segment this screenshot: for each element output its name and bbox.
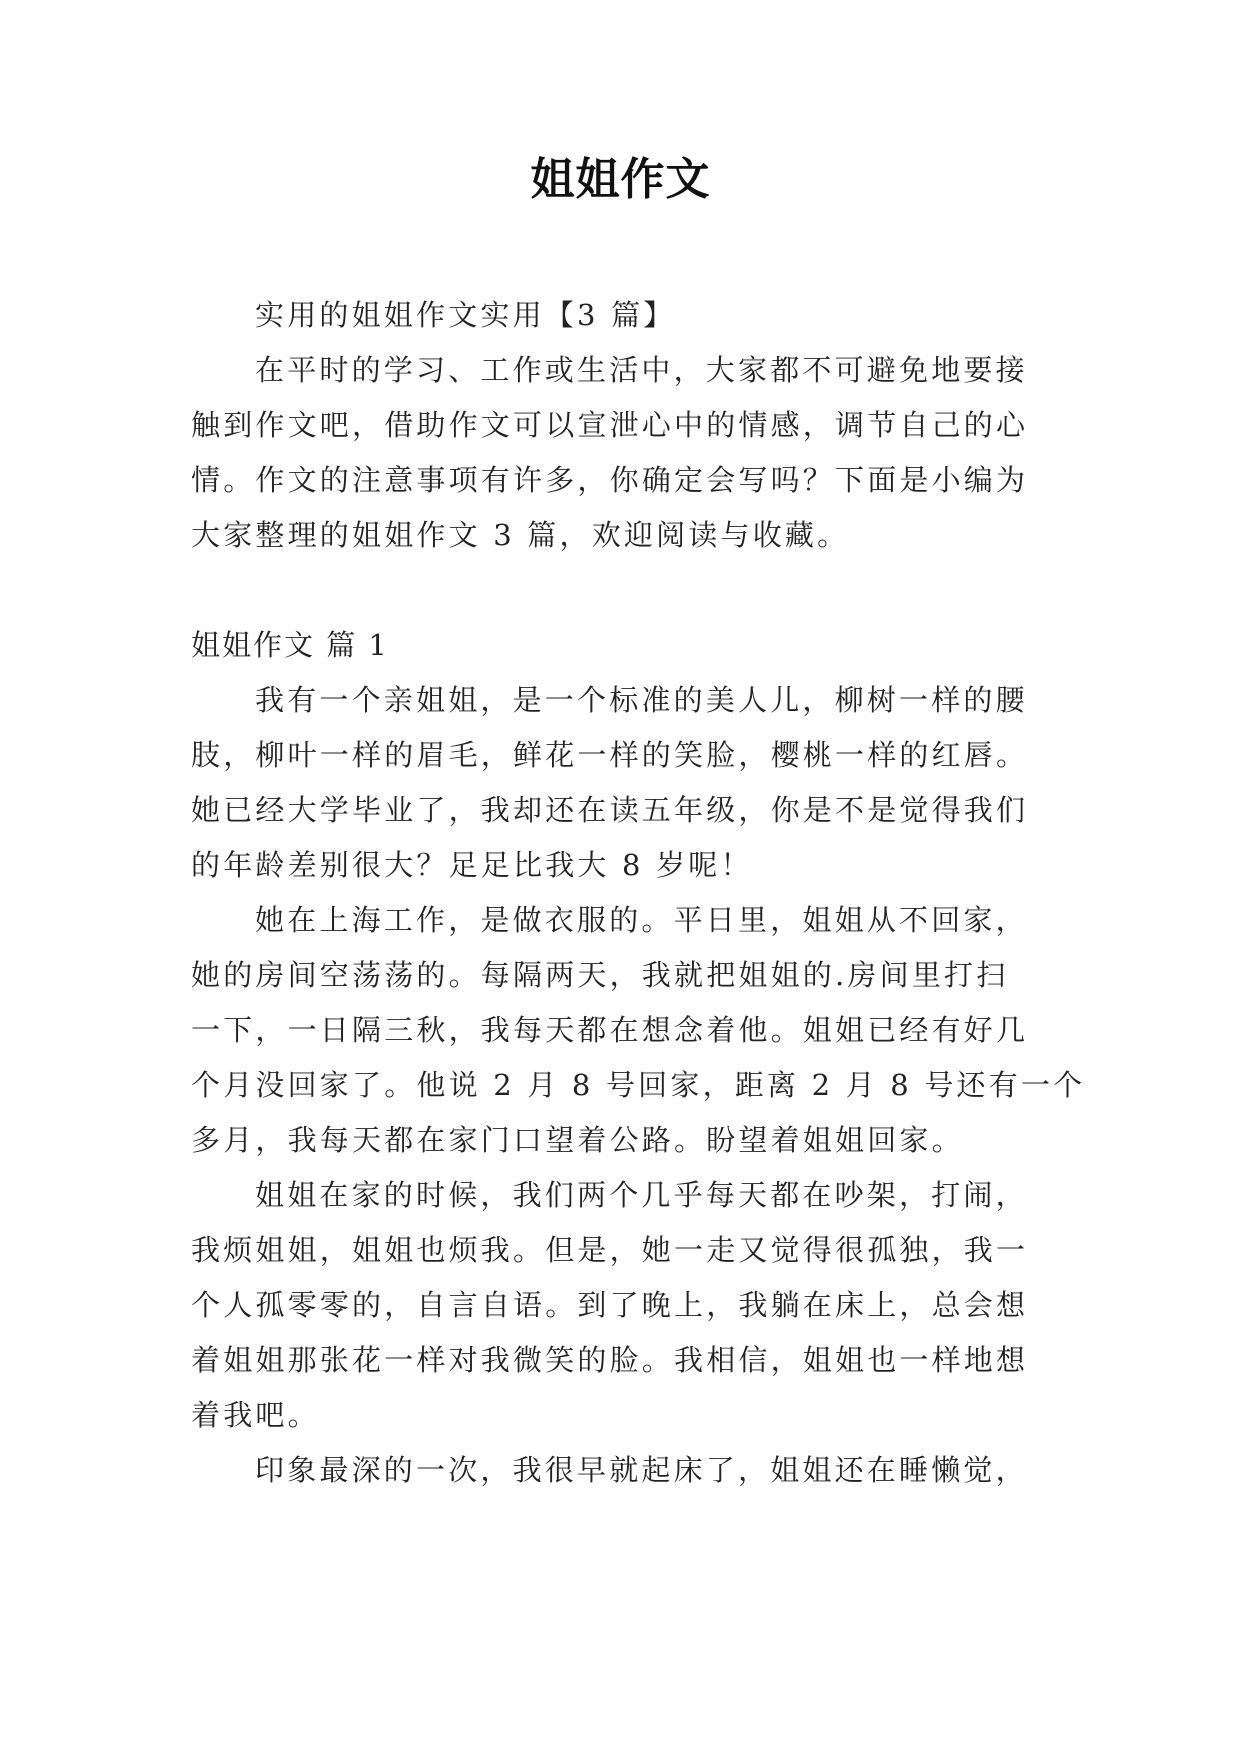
paragraph-line: 我烦姐姐，姐姐也烦我。但是，她一走又觉得很孤独，我一 (191, 1233, 1029, 1267)
document-title: 姐姐作文 (530, 154, 711, 205)
paragraph-line: 多月，我每天都在家门口望着公路。盼望着姐姐回家。 (191, 1123, 964, 1157)
paragraph-line: 她已经大学毕业了，我却还在读五年级，你是不是觉得我们 (191, 793, 1029, 827)
intro-line: 触到作文吧，借助作文可以宣泄心中的情感，调节自己的心 (191, 408, 1029, 442)
paragraph-line: 她的房间空荡荡的。每隔两天，我就把姐姐的.房间里打扫 (191, 958, 1009, 992)
paragraph-line: 的年龄差别很大？足足比我大 8 岁呢！ (191, 848, 753, 882)
paragraph-line: 个人孤零零的，自言自语。到了晚上，我躺在床上，总会想 (191, 1288, 1029, 1322)
intro-line: 大家整理的姐姐作文 3 篇，欢迎阅读与收藏。 (191, 518, 850, 552)
paragraph-line: 我有一个亲姐姐，是一个标准的美人儿，柳树一样的腰 (255, 683, 1028, 717)
section-heading: 姐姐作文 篇 1 (191, 628, 389, 662)
intro-line: 情。作文的注意事项有许多，你确定会写吗？下面是小编为 (191, 463, 1029, 497)
paragraph-line: 姐姐在家的时候，我们两个几乎每天都在吵架，打闹， (255, 1178, 1028, 1212)
document-body (191, 288, 1086, 1498)
paragraph-line: 印象最深的一次，我很早就起床了，姐姐还在睡懒觉， (255, 1453, 1028, 1487)
paragraph-line: 一下，一日隔三秋，我每天都在想念着他。姐姐已经有好几 (191, 1013, 1029, 1047)
paragraph-line: 着我吧。 (191, 1398, 320, 1432)
paragraph-line: 肢，柳叶一样的眉毛，鲜花一样的笑脸，樱桃一样的红唇。 (191, 738, 1029, 772)
paragraph-line: 着姐姐那张花一样对我微笑的脸。我相信，姐姐也一样地想 (191, 1343, 1029, 1377)
paragraph-line: 她在上海工作，是做衣服的。平日里，姐姐从不回家， (255, 903, 1028, 937)
intro-line: 在平时的学习、工作或生活中，大家都不可避免地要接 (255, 353, 1028, 387)
spacer (191, 563, 1061, 618)
paragraph-line: 个月没回家了。他说 2 月 8 号回家，距离 2 月 8 号还有一个 (191, 1068, 1086, 1102)
intro-subtitle: 实用的姐姐作文实用【3 篇】 (255, 298, 676, 332)
